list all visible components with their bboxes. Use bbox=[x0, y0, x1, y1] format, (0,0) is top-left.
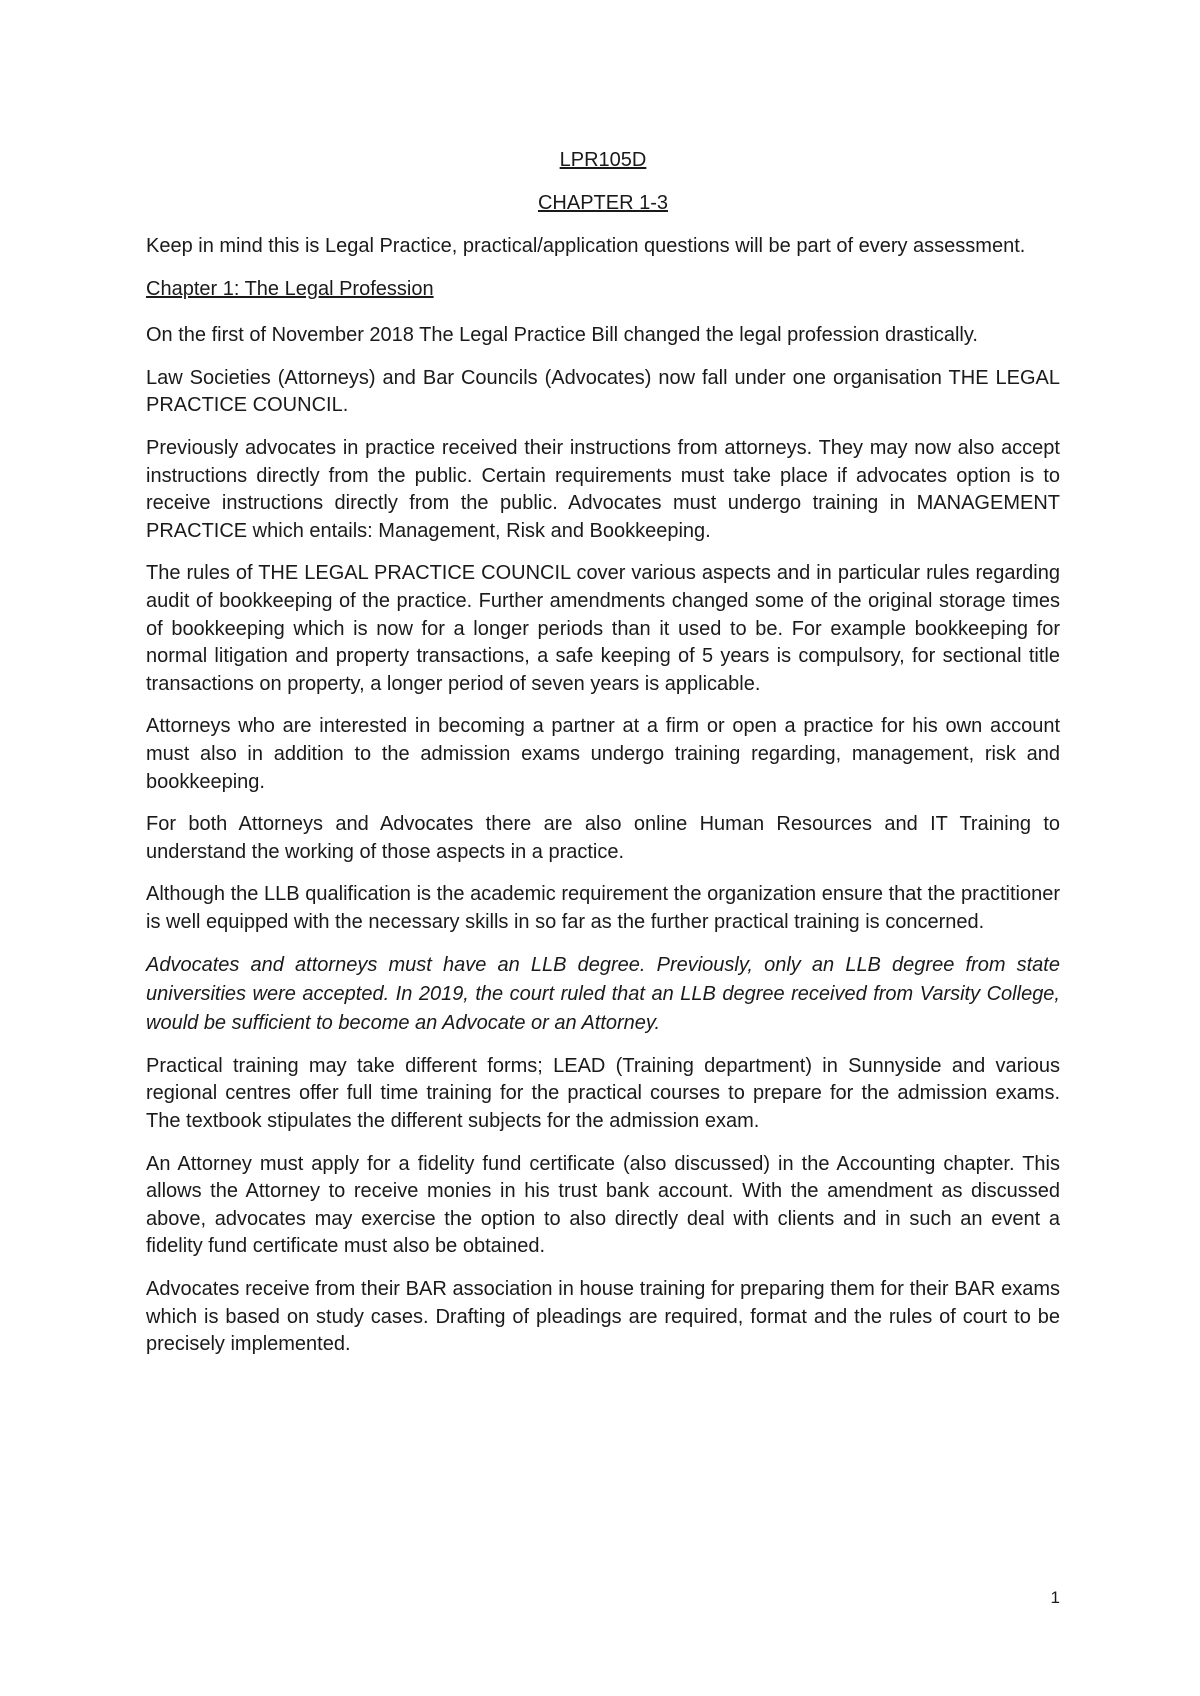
paragraph-llb-qualification: Although the LLB qualification is the academic requirement the organization ensure that the practitioner is well equipped with the necessary skills in so far as the further practical training is concerned. bbox=[146, 883, 1060, 933]
paragraph-attorney-partnership: Attorneys who are interested in becoming a partner at a firm or open a practice for his own account must also in addition to the admission exams undergo training regarding, management, risk and bookkeeping. bbox=[146, 715, 1060, 793]
paragraph-bar-training: Advocates receive from their BAR association in house training for preparing them for their BAR exams which is based on study cases. Drafting of pleadings are required, format and the rules of court to be precisely implemented. bbox=[146, 1278, 1060, 1356]
paragraph-practical-training: Practical training may take different forms; LEAD (Training department) in Sunnyside and various regional centres offer full time training for the practical courses to prepare for the admission exams. The textbook stipulates the different subjects for the admission exam. bbox=[146, 1054, 1060, 1133]
paragraph-advocates-instructions: Previously advocates in practice received their instructions from attorneys. They may now also accept instructions directly from the public. Certain requirements must take place if advocates option is to receive instructions directly from the public. Advocates must undergo training in MANAGEMENT PRACTICE which entails: Management, Risk and Bookkeeping. bbox=[146, 436, 1060, 542]
section-heading: Chapter 1: The Legal Profession bbox=[146, 277, 434, 300]
chapter-title: CHAPTER 1-3 bbox=[537, 192, 669, 214]
paragraph-llb-degree: Advocates and attorneys must have an LLB degree. Previously, only an LLB degree from state universities were accepted. In 2019, the court ruled that an LLB degree received from Varsity College, would be sufficient to become an Advocate or an Attorney. bbox=[146, 954, 1060, 1035]
paragraph-legal-practice-bill: On the first of November 2018 The Legal Practice Bill changed the legal profession drastically. bbox=[146, 324, 978, 347]
paragraph-law-societies: Law Societies (Attorneys) and Bar Councils (Advocates) now fall under one organisation THE LEGAL PRACTICE COUNCIL. bbox=[146, 366, 1060, 417]
course-code: LPR105D bbox=[559, 149, 647, 171]
page-number: 1 bbox=[1050, 1588, 1060, 1607]
paragraph-bookkeeping-rules: The rules of THE LEGAL PRACTICE COUNCIL cover various aspects and in particular rules regarding audit of bookkeeping of the practice. Further amendments changed some of the original storage times of bookkeeping which is now for a longer periods than it used to be. For example bookkeeping for normal litigation and property transactions, a safe keeping of 5 years is compulsory, for sectional title transactions on property, a longer period of seven years is applicable. bbox=[146, 562, 1060, 695]
intro-paragraph: Keep in mind this is Legal Practice, practical/application questions will be part of every assessment. bbox=[146, 235, 1026, 257]
document-content bbox=[146, 146, 1060, 1374]
paragraph-fidelity-fund: An Attorney must apply for a fidelity fund certificate (also discussed) in the Accounting chapter. This allows the Attorney to receive monies in his trust bank account. With the amendment as discussed above, advocates may exercise the option to also directly deal with clients and in such an event a fidelity fund certificate must also be obtained. bbox=[146, 1152, 1060, 1258]
paragraph-online-training: For both Attorneys and Advocates there are also online Human Resources and IT Training to understand the working of those aspects in a practice. bbox=[146, 813, 1060, 863]
